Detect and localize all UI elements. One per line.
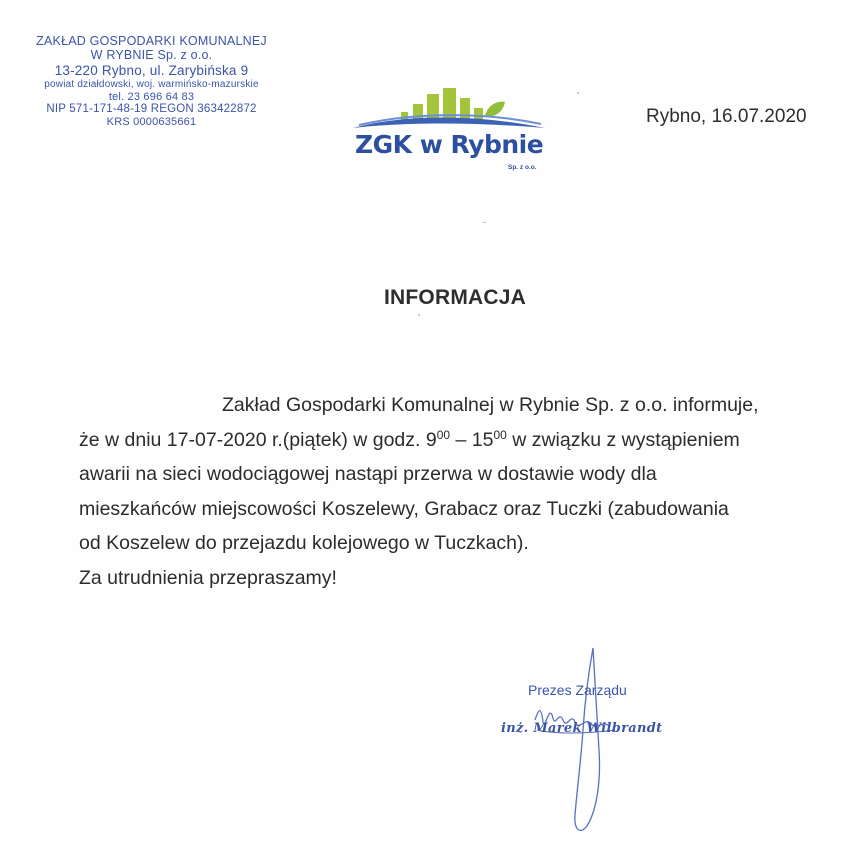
stamp-line-company: ZAKŁAD GOSPODARKI KOMUNALNEJ: [36, 34, 267, 48]
stamp-line-krs: KRS 0000635661: [106, 116, 197, 128]
notice-body: [79, 388, 839, 595]
stamp-line-phone: tel. 23 696 64 83: [108, 91, 195, 103]
scan-speck: [418, 314, 420, 316]
stamp-line-address: 13-220 Rybno, ul. Zarybińska 9: [54, 63, 249, 78]
body-line-2-part-b: – 15: [450, 428, 494, 451]
logo-suffix: Sp. z o.o.: [508, 164, 537, 171]
body-line-6-apology: Za utrudnienia przepraszamy!: [79, 566, 337, 589]
scan-speck: [483, 222, 486, 223]
document-title: INFORMACJA: [384, 286, 526, 309]
body-line-1: Zakład Gospodarki Komunalnej w Rybnie Sp. z o.o. informuje,: [222, 394, 759, 416]
signatory-name: inż. Marek Wilbrandt: [501, 721, 663, 736]
company-stamp: [14, 34, 289, 128]
body-line-2-part-a: że w dniu 17-07-2020 r.(piątek) w godz. 9: [79, 428, 437, 451]
body-line-4: mieszkańców miejscowości Koszelewy, Grabacz oraz Tuczki (zabudowania: [79, 497, 729, 520]
body-line-5: od Koszelew do przejazdu kolejowego w Tuczkach).: [79, 532, 529, 554]
handwritten-signature-icon: [505, 640, 655, 840]
stamp-line-region: powiat działdowski, woj. warmińsko-mazurskie: [44, 79, 259, 90]
body-line-3: awarii na sieci wodociągowej nastąpi przerwa w dostawie wody dla: [79, 463, 657, 485]
stamp-line-location: W RYBNIE Sp. z o.o.: [90, 48, 213, 62]
place-and-date: Rybno, 16.07.2020: [646, 106, 807, 127]
body-line-2-part-c: w związku z wystąpieniem: [506, 428, 740, 451]
logo-wordmark: ZGK w Rybnie: [355, 130, 544, 159]
company-logo: [345, 84, 555, 176]
stamp-line-tax-ids: NIP 571-171-48-19 REGON 363422872: [46, 103, 257, 115]
signatory-role: Prezes Zarządu: [528, 682, 627, 698]
start-time-minutes: 00: [436, 427, 451, 442]
body-line-2: [79, 423, 839, 458]
end-time-minutes: 00: [493, 427, 507, 442]
scan-speck: [577, 92, 579, 94]
